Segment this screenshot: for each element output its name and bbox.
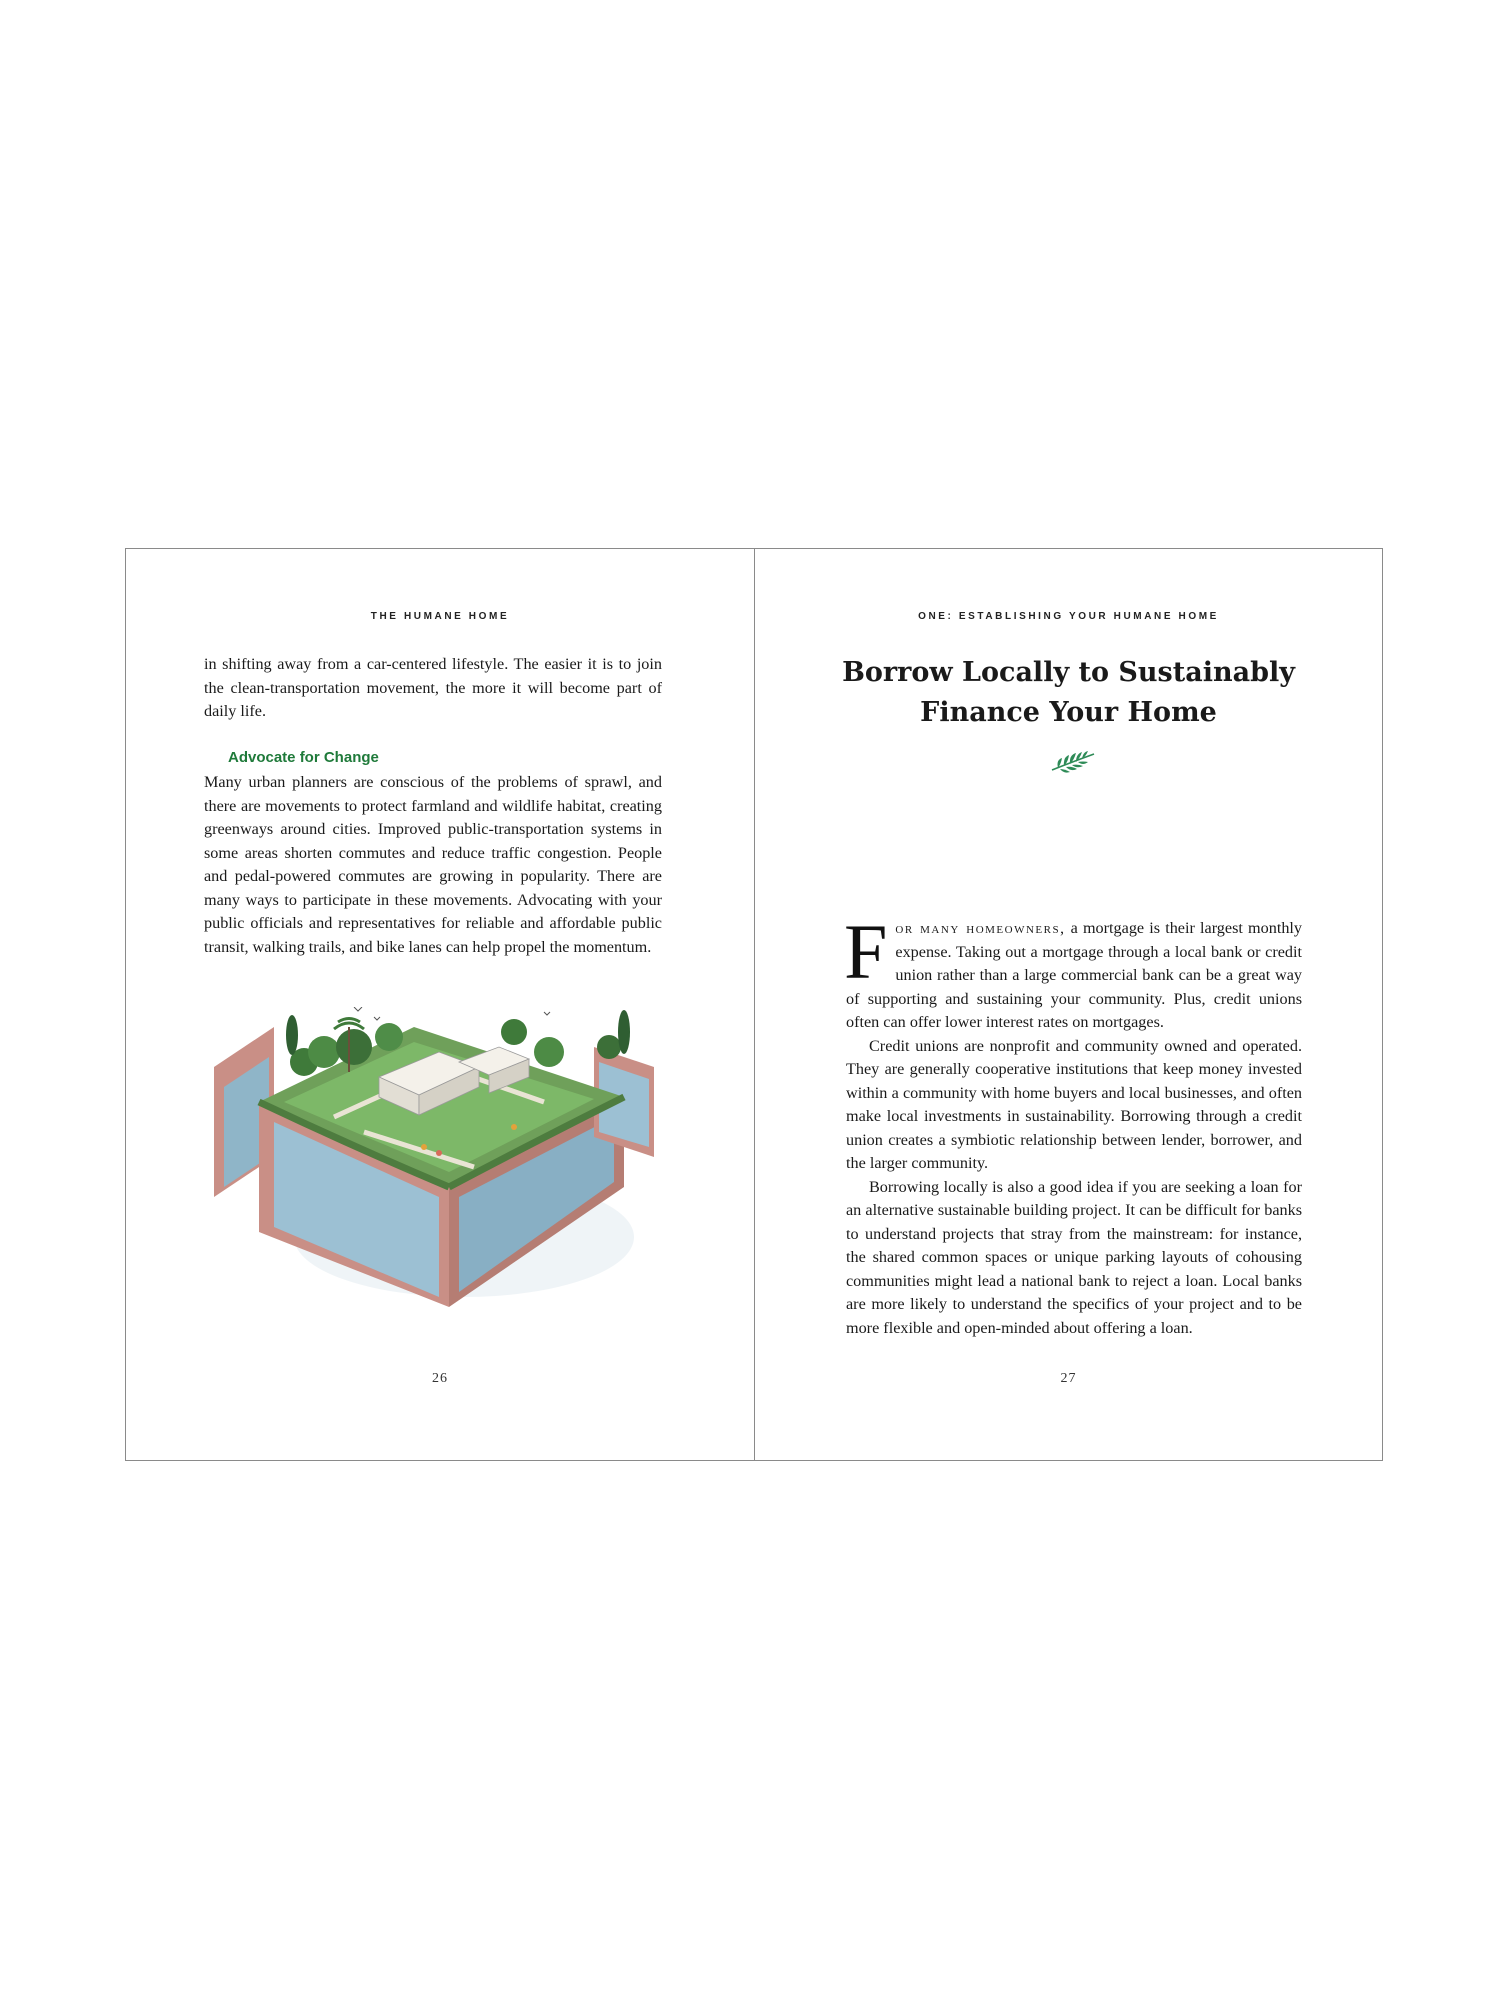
body-paragraph <box>204 653 662 724</box>
drop-cap: F <box>844 908 888 995</box>
body-text <box>844 908 1302 1340</box>
running-head: ONE: ESTABLISHING YOUR HUMANE HOME <box>918 611 1219 622</box>
lead-in: or many homeowners, <box>895 920 1066 937</box>
book-spread <box>125 548 1383 1461</box>
section-subhead: Advocate for Change <box>228 749 379 766</box>
paragraph-text: in shifting away from a car-centered lifestyle. The easier it is to join the clean-transportation movement, the more it will become part of daily life. <box>204 655 662 720</box>
paragraph-text: Many urban planners are conscious of the problems of sprawl, and there are movements to protect farmland and wildlife habitat, creating greenways around cities. Improved public-transportation systems in some areas shorten commutes and reduce traffic congestion. People and pedal-powered commutes are growing in popularity. There are many ways to participate in these movements. Advocating with your public officials and representatives for reliable and affordable public transit, walking trails, and bike lanes can help propel the momentum. <box>204 773 662 956</box>
title-line: Finance Your Home <box>920 697 1217 728</box>
body-paragraph: Credit unions are nonprofit and community owned and operated. They are generally cooperative institutions that keep money invested within a community with home buyers and local businesses, and often make local investments in sustainability. Borrowing through a credit union creates a symbiotic relationship between lender, borrower, and the larger community. <box>846 1036 1302 1172</box>
title-line: Borrow Locally to Sustainably <box>842 657 1295 688</box>
body-paragraph <box>204 771 662 959</box>
body-paragraph: Borrowing locally is also a good idea if you are seeking a loan for an alternative sustainable building project. It can be difficult for banks to understand projects that stray from the mainstream: for instance, the shared common spaces or unique parking layouts of cohousing communities might lead a national bank to reject a loan. Local banks are more likely to understand the specifics of your project and to be more flexible and open-minded about offering a loan. <box>846 1177 1302 1337</box>
right-page <box>755 549 1382 1460</box>
body-paragraph <box>844 908 1302 1035</box>
page-number: 26 <box>432 1371 448 1386</box>
page-number: 27 <box>1060 1371 1077 1386</box>
left-page <box>126 549 755 1460</box>
running-head: THE HUMANE HOME <box>370 611 510 622</box>
chapter-title <box>795 653 1342 733</box>
paragraph-text: a mortgage is their largest monthly expense. Taking out a mortgage through a local bank or credit union rather than a large commercial bank can be a great way of supporting and sustaining your community. Plus, credit unions often can offer lower interest rates on mortgages. <box>846 919 1302 1031</box>
fern-leaf-icon <box>1048 748 1098 776</box>
green-roof-building-illustration <box>214 1007 664 1307</box>
